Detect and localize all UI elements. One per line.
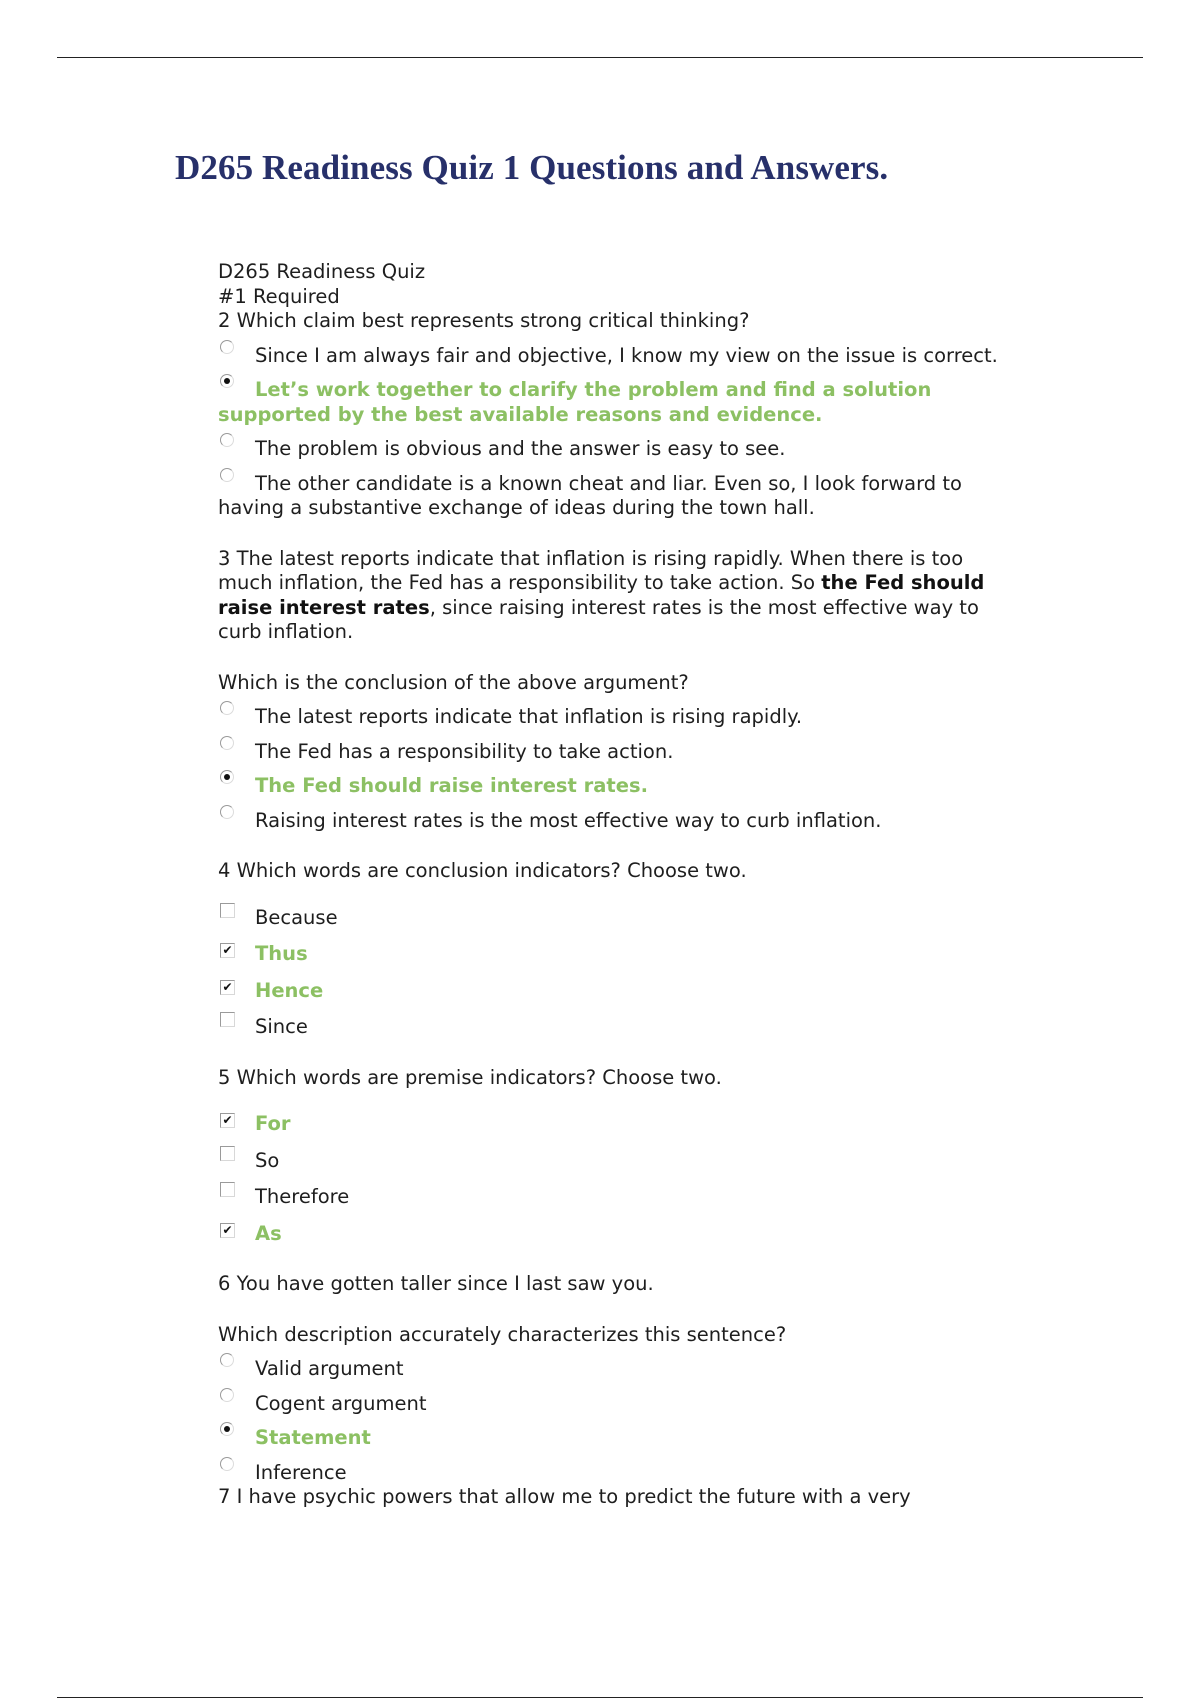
option-label: Inference xyxy=(255,1460,347,1484)
radio-button[interactable] xyxy=(220,340,234,354)
q5-option-3[interactable] xyxy=(218,1185,1008,1210)
document-title: D265 Readiness Quiz 1 Questions and Answers. xyxy=(175,148,889,187)
q3-option-3[interactable] xyxy=(218,774,1008,799)
option-label: Hence xyxy=(255,978,324,1002)
radio-button-selected[interactable] xyxy=(220,770,234,784)
question-5-prompt: 5 Which words are premise indicators? Choose two. xyxy=(218,1065,722,1089)
passage-conclusion: the Fed should raise interest rates xyxy=(218,571,985,619)
question-3-passage xyxy=(218,547,1008,645)
option-label: For xyxy=(255,1112,291,1135)
question-3-prompt: Which is the conclusion of the above argument? xyxy=(218,670,689,694)
quiz-name: D265 Readiness Quiz xyxy=(218,260,426,283)
option-label: Statement xyxy=(255,1426,371,1449)
option-label: Thus xyxy=(255,942,308,965)
option-label: So xyxy=(255,1148,280,1172)
option-label: Valid argument xyxy=(255,1357,404,1380)
question-6-prompt: Which description accurately characterizes this sentence? xyxy=(218,1322,787,1346)
q3-option-2[interactable] xyxy=(218,740,1008,765)
q4-option-4[interactable] xyxy=(218,1015,1008,1040)
radio-button[interactable] xyxy=(220,701,234,715)
radio-button-selected[interactable] xyxy=(220,1422,234,1436)
option-label: As xyxy=(255,1221,282,1245)
required-label: #1 Required xyxy=(218,284,340,308)
checkbox[interactable] xyxy=(220,1146,235,1161)
q4-option-3[interactable] xyxy=(218,979,1008,1004)
option-label: The other candidate is a known cheat and liar. Even so, I look forward to having a substantive exchange of ideas during the town hall. xyxy=(218,471,962,519)
radio-button[interactable] xyxy=(220,1457,234,1471)
question-7-prompt: 7 I have psychic powers that allow me to predict the future with a very xyxy=(218,1485,911,1508)
q5-option-4[interactable] xyxy=(218,1222,1008,1247)
option-label: Since I am always fair and objective, I know my view on the issue is correct. xyxy=(255,343,998,367)
radio-button[interactable] xyxy=(220,1353,234,1367)
checkbox-checked[interactable]: ✔ xyxy=(220,943,235,958)
question-4-prompt: 4 Which words are conclusion indicators? Choose two. xyxy=(218,859,747,882)
q6-option-3[interactable] xyxy=(218,1426,1008,1451)
question-2-prompt: 2 Which claim best represents strong critical thinking? xyxy=(218,309,750,332)
option-label: Raising interest rates is the most effective way to curb inflation. xyxy=(255,808,882,832)
q2-option-2[interactable] xyxy=(218,378,1008,427)
q3-option-4[interactable] xyxy=(218,809,1008,834)
q5-option-1[interactable] xyxy=(218,1112,1008,1137)
passage-start: 3 The latest reports indicate that inflation is rising rapidly. When there is too much inflation, the Fed has a responsibility to take action. So xyxy=(218,546,964,594)
q2-option-4[interactable] xyxy=(218,472,1008,521)
radio-button-selected[interactable] xyxy=(220,374,234,388)
checkbox-checked[interactable]: ✔ xyxy=(220,1223,235,1238)
q2-option-1[interactable] xyxy=(218,344,1008,369)
option-label: Since xyxy=(255,1015,308,1038)
q5-option-2[interactable] xyxy=(218,1149,1008,1174)
option-label: Let’s work together to clarify the problem and find a solution supported by the best available reasons and evidence. xyxy=(218,378,932,426)
q6-option-1[interactable] xyxy=(218,1357,1008,1382)
radio-button[interactable] xyxy=(220,433,234,447)
option-label: The Fed should raise interest rates. xyxy=(255,774,648,797)
checkbox[interactable] xyxy=(220,903,235,918)
top-rule xyxy=(57,57,1143,58)
question-6-statement: 6 You have gotten taller since I last saw you. xyxy=(218,1272,654,1295)
q4-option-2[interactable] xyxy=(218,942,1008,967)
checkbox[interactable] xyxy=(220,1012,235,1027)
q6-option-2[interactable] xyxy=(218,1392,1008,1417)
radio-button[interactable] xyxy=(220,805,234,819)
checkbox[interactable] xyxy=(220,1182,235,1197)
q2-option-3[interactable] xyxy=(218,437,1008,462)
q3-option-1[interactable] xyxy=(218,705,1008,730)
radio-button[interactable] xyxy=(220,1388,234,1402)
q4-option-1[interactable] xyxy=(218,906,1008,931)
bottom-rule xyxy=(57,1697,1143,1698)
radio-button[interactable] xyxy=(220,468,234,482)
checkbox-checked[interactable]: ✔ xyxy=(220,1113,235,1128)
option-label: The problem is obvious and the answer is easy to see. xyxy=(255,437,786,460)
q6-option-4[interactable] xyxy=(218,1461,1008,1486)
checkbox-checked[interactable]: ✔ xyxy=(220,980,235,995)
option-label: The Fed has a responsibility to take action. xyxy=(255,739,674,763)
option-label: Cogent argument xyxy=(255,1391,427,1415)
radio-button[interactable] xyxy=(220,736,234,750)
option-label: Because xyxy=(255,905,338,929)
passage-end: , since raising interest rates is the most effective way to curb inflation. xyxy=(218,595,979,643)
option-label: The latest reports indicate that inflation is rising rapidly. xyxy=(255,705,803,728)
option-label: Therefore xyxy=(255,1185,350,1208)
quiz-content xyxy=(218,260,1008,1510)
